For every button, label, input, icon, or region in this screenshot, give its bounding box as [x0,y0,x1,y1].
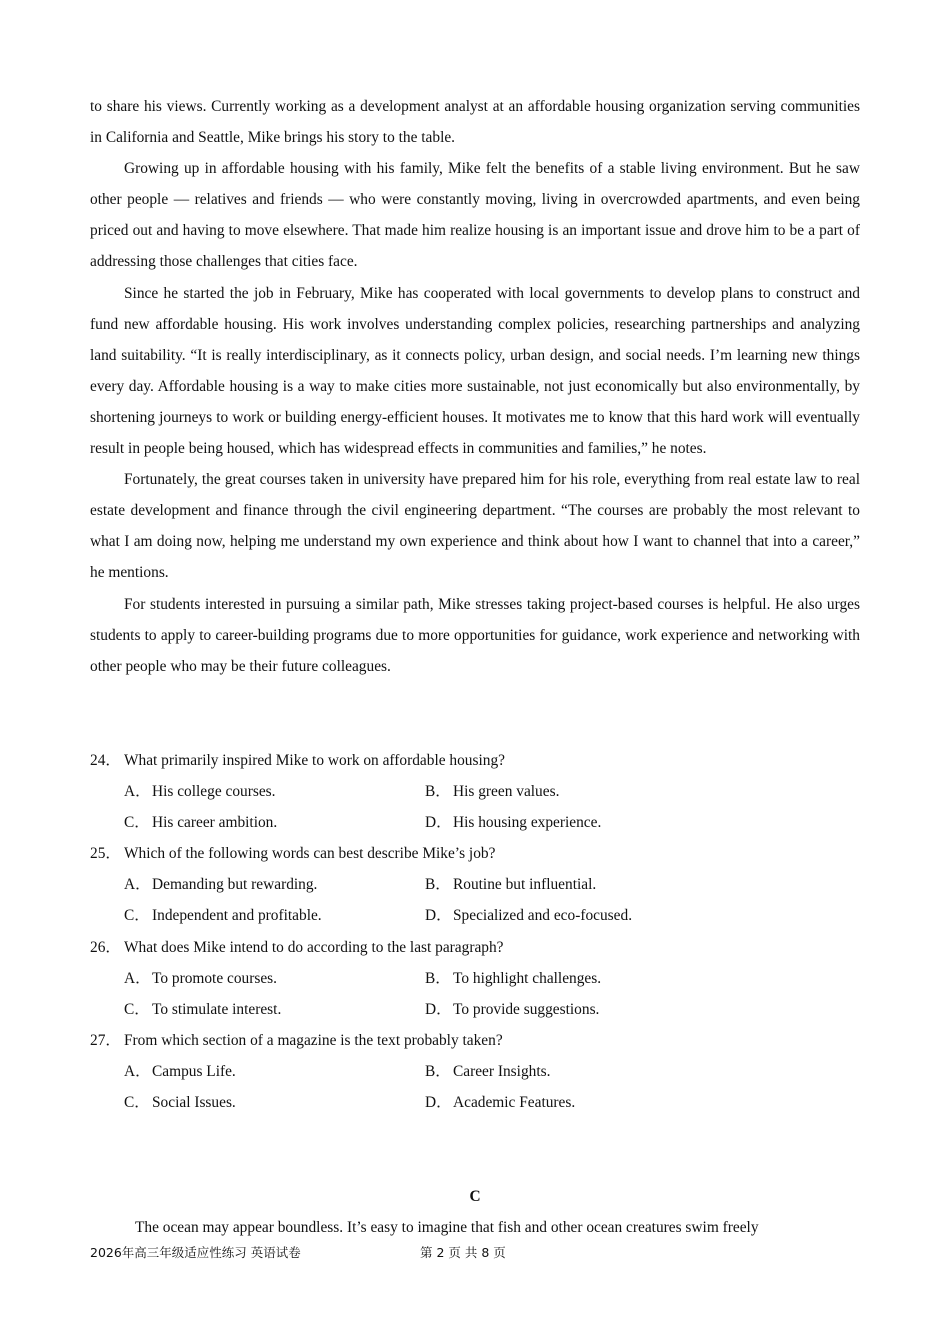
page-number: 第 2 页 共 8 页 [420,1245,506,1260]
question-25 [90,838,860,931]
question-stem [90,1025,860,1056]
question-number: 24． [90,752,121,769]
question-text: From which section of a magazine is the text probably taken? [124,1031,503,1049]
question-list [90,745,860,1118]
question-number: 25． [90,845,121,863]
option-row [90,900,860,931]
passage-paragraph: For students interested in pursuing a similar path, Mike stresses taking project-based courses is helpful. He also urges students to apply to career-building programs due to more opportunities for guidance, work experience and networking with other people who may be their future colleagues. [90,595,860,675]
question-text: What does Mike intend to do according to the last paragraph? [124,938,504,956]
option-a: A．To promote courses. [124,969,278,987]
option-d: D．Specialized and eco-focused. [425,907,633,925]
question-24 [90,745,860,838]
option-row [90,1056,860,1087]
option-b: B． To highlight challenges. [425,969,602,987]
section-heading: C [469,1188,481,1205]
passage-paragraph: The ocean may appear boundless. It’s easy to imagine that fish and other ocean creatures swim freely [135,1219,759,1237]
option-row [90,807,860,838]
option-row [90,963,860,994]
option-a: A．Campus Life. [124,1062,236,1080]
option-d: D．To provide suggestions. [425,1000,600,1018]
question-text: What primarily inspired Mike to work on affordable housing? [124,752,505,769]
question-number: 27． [90,1031,121,1049]
option-row [90,776,860,807]
passage-paragraph: to share his views. Currently working as a development analyst at an affordable housing organization serving communities in California and Seattle, Mike brings his story to the table. [90,98,860,147]
option-d: D．Academic Features. [425,1094,576,1112]
question-text: Which of the following words can best describe Mike’s job? [124,845,496,863]
option-b: B． His green values. [425,783,560,801]
passage-paragraph: Fortunately, the great courses taken in university have prepared him for his role, everything from real estate law to real estate development and finance through the civil engineering department. “The courses are probably the most relevant to what I am doing now, helping me understand my own experience and think about how I want to channel that into a career,” he mentions. [90,471,860,582]
option-a: A．Demanding but rewarding. [124,876,318,894]
option-c: C． Social Issues. [124,1094,236,1112]
option-c: C． Independent and profitable. [124,907,322,925]
question-stem [90,745,860,776]
option-c: C． His career ambition. [124,814,278,832]
option-d: D．His housing experience. [425,814,602,832]
option-row [90,869,860,900]
passage-c [90,1181,860,1243]
option-c: C． To stimulate interest. [124,1000,282,1018]
passage-b [90,91,860,682]
option-b: B． Career Insights. [425,1062,551,1080]
passage-paragraph: Since he started the job in February, Mike has cooperated with local governments to develop plans to construct and fund new affordable housing. His work involves understanding complex policies, researching partnerships and analyzing land suitability. “It is really interdisciplinary, as it connects policy, urban design, and social needs. I’m learning new things every day. Affordable housing is a way to make cities more sustainable, not just economically but also environmentally, by shortening journeys to work or building energy-efficient houses. It motivates me to know that this hard work will eventually result in people being housed, which has widespread effects in communities and families,” he notes. [90,284,860,458]
option-a: A．His college courses. [124,783,276,801]
question-stem [90,932,860,963]
option-row [90,994,860,1025]
exam-title: 2026年高三年级适应性练习 英语试卷 [90,1245,301,1260]
question-stem [90,838,860,869]
question-26 [90,932,860,1025]
question-27 [90,1025,860,1118]
passage-paragraph: Growing up in affordable housing with his family, Mike felt the benefits of a stable living environment. But he saw other people — relatives and friends — who were constantly moving, living in overcrowded apartments, and even being priced out and having to move elsewhere. That made him realize housing is an important issue and drove him to be a part of addressing those challenges that cities face. [90,160,860,271]
question-number: 26． [90,938,121,956]
option-row [90,1087,860,1118]
option-b: B． Routine but influential. [425,876,597,894]
